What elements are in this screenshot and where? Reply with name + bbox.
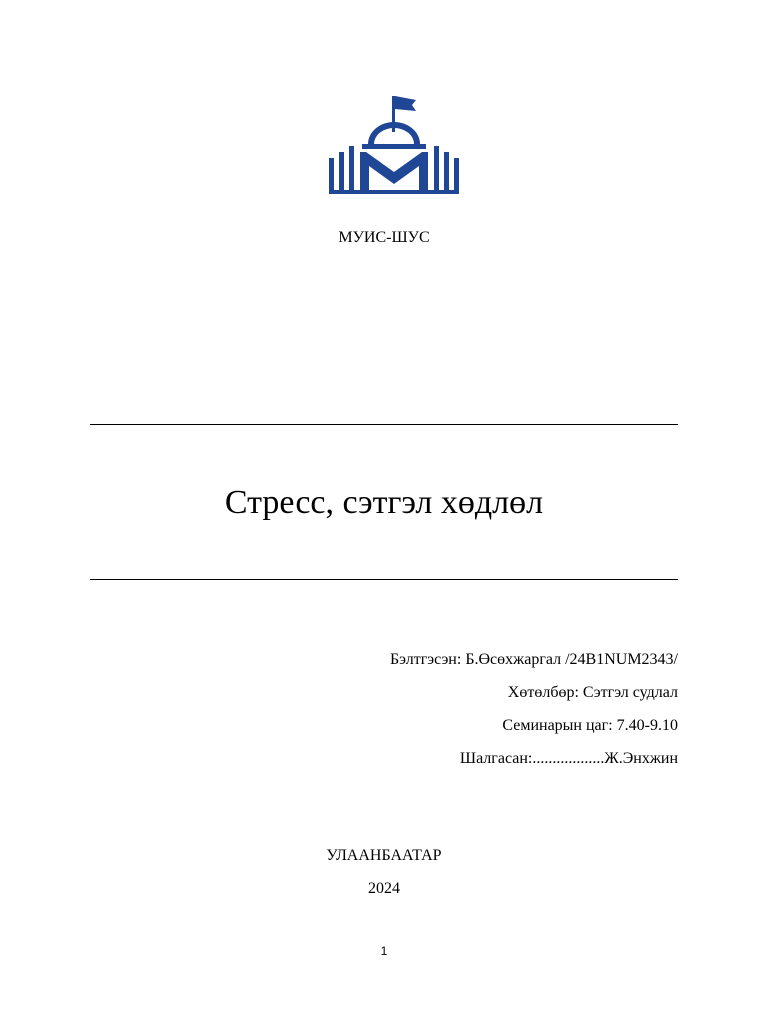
document-title: Стресс, сэтгэл хөдлөл [224,484,544,521]
university-building-logo-icon [326,94,462,196]
title-bottom-rule [90,579,678,580]
title-top-rule [90,424,678,425]
program-line: Хөтөлбөр: Сэтгэл судлал [507,684,678,701]
author-info-block [390,648,678,780]
page-number: 1 [380,944,388,958]
year: 2024 [368,880,400,897]
city-name: УЛААНБААТАР [326,847,442,864]
checked-by-line: Шалгасан:..................Ж.Энхжин [459,750,678,767]
seminar-time-line: Семинарын цаг: 7.40-9.10 [502,717,678,734]
prepared-by-line: Бэлтгэсэн: Б.Өсөхжаргал /24B1NUM2343/ [389,651,678,668]
institution-name: МУИС-ШУС [338,229,430,246]
